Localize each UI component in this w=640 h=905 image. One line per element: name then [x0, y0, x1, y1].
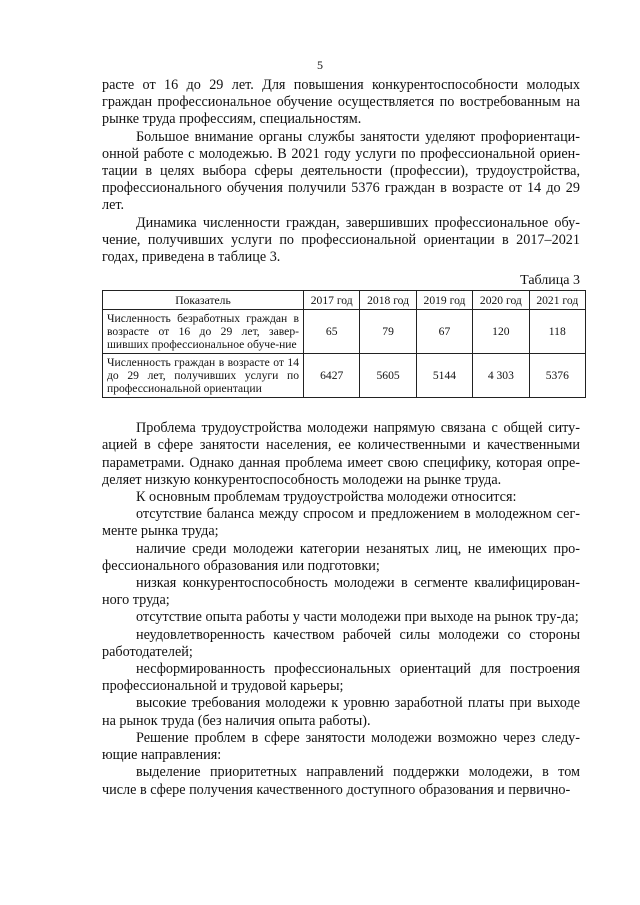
column-header: 2018 год: [360, 291, 416, 310]
list-item: высокие требования молодежи к уровню заработной платы при выходе на рынок труда (без наличия опыта работы).: [102, 695, 580, 729]
row-label: Численность безработных граждан в возрасте от 16 до 29 лет, завер-шивших профессиональное обуче-ние: [103, 310, 304, 354]
column-header: 2020 год: [473, 291, 529, 310]
statistics-table: [102, 290, 586, 398]
table-header-row: [103, 291, 586, 310]
table-cell: 4 303: [473, 354, 529, 398]
document-body: [102, 77, 580, 799]
page-number: 5: [317, 58, 323, 72]
column-header: 2019 год: [416, 291, 472, 310]
table-cell: 120: [473, 310, 529, 354]
column-header: Показатель: [103, 291, 304, 310]
table-cell: 79: [360, 310, 416, 354]
list-item: отсутствие опыта работы у части молодежи при выходе на рынок тру-да;: [136, 609, 579, 626]
table-row: [103, 354, 586, 398]
row-label: Численность граждан в возрасте от 14 до 29 лет, получивших услуги по профессиональной ориентации: [103, 354, 304, 398]
table-row: [103, 310, 586, 354]
table-cell: 65: [304, 310, 360, 354]
table-cell: 5376: [529, 354, 585, 398]
list-item: наличие среди молодежи категории незанятых лиц, не имеющих про-фессионального образования или подготовки;: [102, 540, 580, 574]
table-cell: 118: [529, 310, 585, 354]
list-item: низкая конкурентоспособность молодежи в сегменте квалифицирован-ного труда;: [102, 575, 580, 609]
paragraph: расте от 16 до 29 лет. Для повышения конкурентоспособности молодых граждан профессиональное обучение осуществляется по востребованным на рынке труда профессиям, специальностям.: [102, 77, 580, 128]
list-item: отсутствие баланса между спросом и предложением в молодежном сег-менте рынка труда;: [102, 506, 580, 540]
list-item: несформированность профессиональных ориентаций для построения профессиональной и трудовой карьеры;: [102, 661, 580, 695]
table-caption: Таблица 3: [520, 273, 580, 289]
paragraph: Решение проблем в сфере занятости молодежи возможно через следу-ющие направления:: [102, 729, 580, 764]
paragraph: Динамика численности граждан, завершивших профессиональное обу-чение, получивших услуги по профессиональной ориентации в 2017–2021 годах, приведена в таблице 3.: [102, 214, 580, 266]
list-item: неудовлетворенность качеством рабочей силы молодежи со стороны работодателей;: [102, 626, 580, 660]
column-header: 2021 год: [529, 291, 585, 310]
paragraph: Проблема трудоустройства молодежи напрямую связана с общей ситу-ацией в сфере занятости населения, ее количественными и качественными параметрами. Однако данная проблема имеет свою специфику, которая опре-деляет низкую конкурентоспособность молодежи на рынке труда.: [102, 420, 580, 488]
paragraph: Большое внимание органы службы занятости уделяют профориентаци-онной работе с молодежью. В 2021 году услуги по профессиональной ориен-тации в целях выбора сферы деятельности (профессии), трудоустройства, профессионального обучения получили 5376 граждан в возрасте от 14 до 29 лет.: [102, 128, 580, 214]
table-cell: 6427: [304, 354, 360, 398]
table-cell: 5144: [416, 354, 472, 398]
column-header: 2017 год: [304, 291, 360, 310]
table-cell: 67: [416, 310, 472, 354]
paragraph: К основным проблемам трудоустройства молодежи относится:: [136, 489, 517, 506]
list-item: выделение приоритетных направлений поддержки молодежи, в том числе в сфере получения качественного доступного образования и первично-: [102, 764, 580, 798]
table-cell: 5605: [360, 354, 416, 398]
